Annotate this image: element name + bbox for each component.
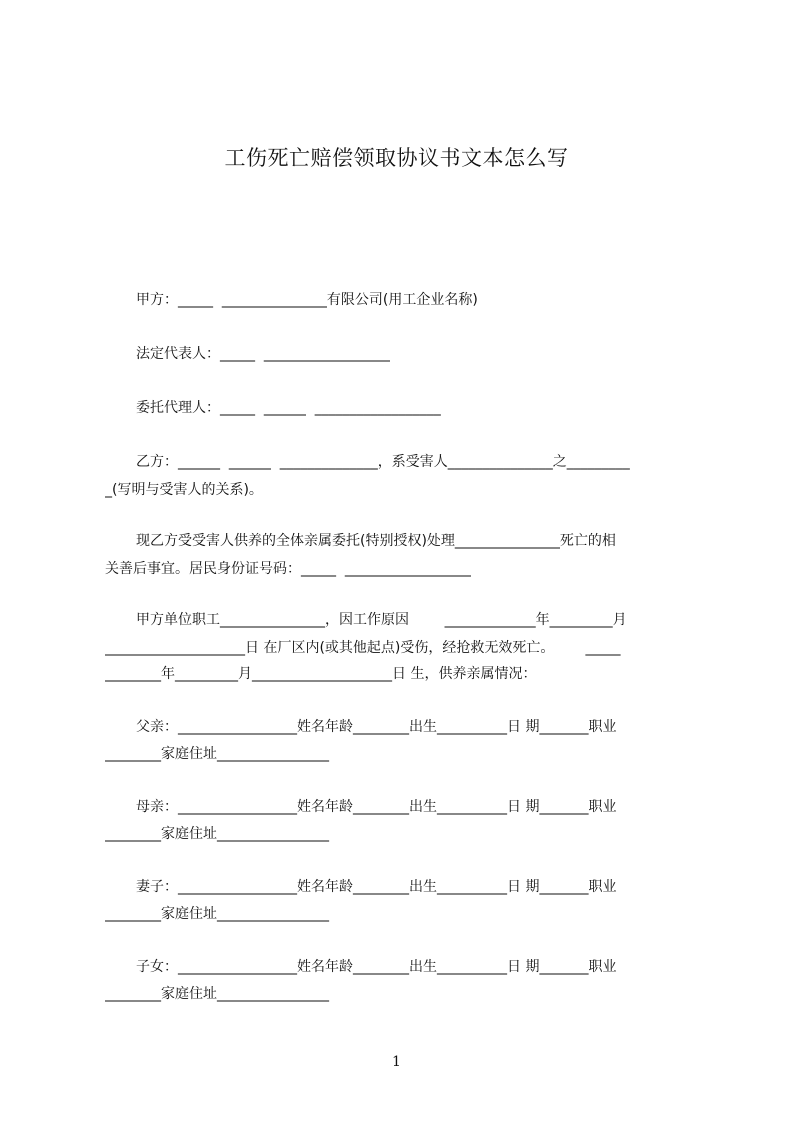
father-info-line: 父亲：_________________姓名年龄________出生__________日 期_______职业 bbox=[136, 719, 617, 735]
children-info-line: 子女：_________________姓名年龄________出生__________日 期_______职业 bbox=[136, 959, 617, 975]
mother-info-line: 母亲：_________________姓名年龄________出生__________日 期_______职业 bbox=[136, 799, 617, 815]
wife-address-line: ________家庭住址________________ bbox=[105, 906, 329, 922]
incident-line: 甲方单位职工_______________，因工作原因 _____________年_________月 bbox=[136, 612, 627, 628]
party-b-line: 乙方：______ ______ ______________，系受害人_______________之_________ bbox=[136, 454, 630, 470]
children-address-line: ________家庭住址________________ bbox=[105, 986, 329, 1002]
legal-representative-line: 法定代表人：_____ __________________ bbox=[136, 346, 390, 362]
party-a-line: 甲方：_____ _______________有限公司(用工企业名称) bbox=[136, 292, 478, 308]
entrustment-line: 现乙方受受害人供养的全体亲属委托(特别授权)处理_______________死亡的相 bbox=[136, 533, 616, 549]
page-number: 1 bbox=[392, 1054, 401, 1070]
entrusted-agent-line: 委托代理人：_____ ______ __________________ bbox=[136, 400, 441, 416]
birth-date-line: ________年_________月____________________日 生，供养亲属情况： bbox=[105, 666, 537, 682]
document-title: 工伤死亡赔偿领取协议书文本怎么写 bbox=[224, 146, 569, 170]
wife-info-line: 妻子：_________________姓名年龄________出生__________日 期_______职业 bbox=[136, 879, 617, 895]
father-address-line: ________家庭住址________________ bbox=[105, 746, 329, 762]
incident-date-line: ____________________日 在厂区内(或其他起点)受伤，经抢救无效死亡。 _____ bbox=[105, 640, 621, 656]
party-b-relation-line: _(写明与受害人的关系)。 bbox=[105, 482, 263, 498]
mother-address-line: ________家庭住址________________ bbox=[105, 826, 329, 842]
entrustment-id-line: 关善后事宜。居民身份证号码：_____ __________________ bbox=[105, 561, 471, 577]
